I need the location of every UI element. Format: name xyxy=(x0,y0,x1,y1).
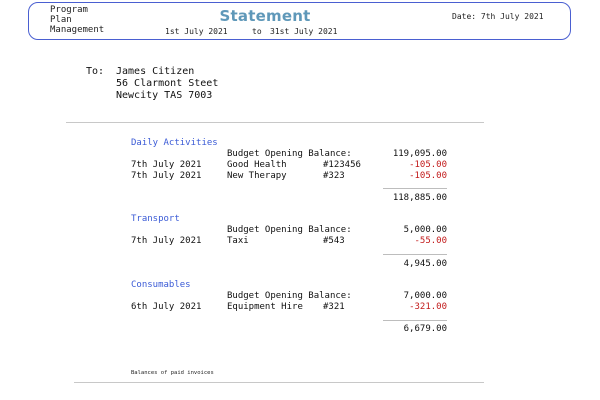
period-start: 1st July 2021 xyxy=(165,27,228,36)
row-date: 7th July 2021 xyxy=(131,236,202,246)
opening-balance-amount: 119,095.00 xyxy=(392,149,447,159)
row-reference: #543 xyxy=(323,236,345,246)
row-amount: -321.00 xyxy=(409,302,447,312)
opening-balance-amount: 5,000.00 xyxy=(403,225,447,235)
org-name-line-1: Program xyxy=(50,5,88,15)
row-description: Good Health xyxy=(227,160,287,170)
closing-balance-amount: 118,885.00 xyxy=(392,193,447,203)
statement-date: Date: 7th July 2021 xyxy=(452,12,544,21)
row-reference: #321 xyxy=(323,302,345,312)
row-date: 7th July 2021 xyxy=(131,171,202,181)
section-title-consumables: Consumables xyxy=(131,280,191,290)
period-end: 31st July 2021 xyxy=(270,27,338,36)
row-reference: #123456 xyxy=(323,160,361,170)
subtotal-divider xyxy=(383,188,447,189)
opening-balance-label: Budget Opening Balance: xyxy=(227,149,352,159)
recipient-name: James Citizen xyxy=(116,66,195,77)
subtotal-divider xyxy=(383,254,447,255)
row-date: 6th July 2021 xyxy=(131,302,202,312)
recipient-street: 56 Clarmont Steet xyxy=(116,78,219,89)
section-title-transport: Transport xyxy=(131,214,180,224)
org-name-line-3: Management xyxy=(50,25,105,35)
top-divider xyxy=(66,122,484,123)
row-date: 7th July 2021 xyxy=(131,160,202,170)
opening-balance-label: Budget Opening Balance: xyxy=(227,291,352,301)
row-amount: -55.00 xyxy=(414,236,447,246)
row-amount: -105.00 xyxy=(409,160,447,170)
org-name-line-2: Plan xyxy=(50,15,72,25)
recipient-city: Newcity TAS 7003 xyxy=(116,90,213,101)
subtotal-divider xyxy=(383,320,447,321)
row-amount: -105.00 xyxy=(409,171,447,181)
opening-balance-label: Budget Opening Balance: xyxy=(227,225,352,235)
row-reference: #323 xyxy=(323,171,345,181)
opening-balance-amount: 7,000.00 xyxy=(403,291,447,301)
document-title: Statement xyxy=(219,7,311,25)
row-description: New Therapy xyxy=(227,171,287,181)
row-description: Taxi xyxy=(227,236,249,246)
to-label: To: xyxy=(86,66,105,77)
section-title-daily-activities: Daily Activities xyxy=(131,138,218,148)
closing-balance-amount: 6,679.00 xyxy=(403,324,447,334)
row-description: Equipment Hire xyxy=(227,302,303,312)
footnote: Balances of paid invoices xyxy=(131,370,214,376)
bottom-divider xyxy=(74,382,484,383)
period-to-word: to xyxy=(252,27,262,36)
closing-balance-amount: 4,945.00 xyxy=(403,259,447,269)
